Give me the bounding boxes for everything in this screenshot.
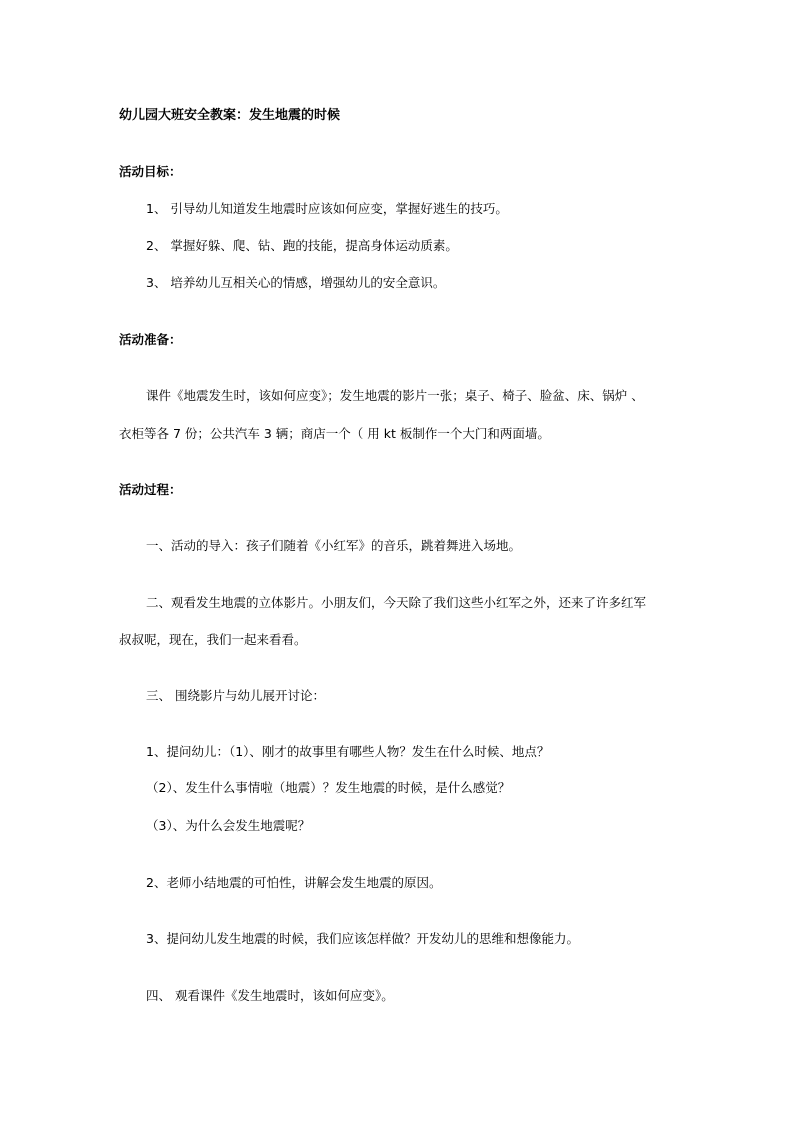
goal-item: 1、 引导幼儿知道发生地震时应该如何应变，掌握好逃生的技巧。 [146,201,508,216]
prep-text-line: 课件《地震发生时，该如何应变》；发生地震的影片一张；桌子、椅子、脸盆、床、锅炉 、 [146,388,644,403]
discussion-prompt: 3、提问幼儿发生地震的时候，我们应该怎样做？开发幼儿的思维和想像能力。 [146,931,579,946]
discussion-summary: 2、老师小结地震的可怕性，讲解会发生地震的原因。 [146,875,442,890]
discussion-question: 1、提问幼儿：（1）、刚才的故事里有哪些人物？发生在什么时候、地点？ [146,744,550,759]
discussion-question: （3）、为什么会发生地震呢？ [146,818,311,833]
goals-heading: 活动目标： [119,164,182,179]
process-step-1: 一、活动的导入：孩子们随着《小红军》的音乐，跳着舞进入场地。 [146,538,522,553]
prep-text-line: 衣柜等各 7 份；公共汽车 3 辆；商店一个（ 用 kt 板制作一个大门和两面墙。 [119,426,550,441]
process-step-2-continued: 叔叔呢，现在，我们一起来看看。 [119,632,307,647]
goal-item: 3、 培养幼儿互相关心的情感，增强幼儿的安全意识。 [146,275,446,290]
process-heading: 活动过程： [119,482,182,497]
prep-heading: 活动准备： [119,332,182,347]
process-step-3: 三、 围绕影片与幼儿展开讨论： [146,688,325,703]
document-title: 幼儿园大班安全教案：发生地震的时候 [119,108,341,123]
process-step-4: 四、 观看课件《发生地震时，该如何应变》。 [146,988,394,1003]
discussion-question: （2）、发生什么事情啦（地震）？发生地震的时候，是什么感觉？ [146,780,511,795]
process-step-2: 二、观看发生地震的立体影片。小朋友们，今天除了我们这些小红军之外，还来了许多红军 [146,595,647,610]
goal-item: 2、 掌握好躲、爬、钻、跑的技能，提高身体运动质素。 [146,238,458,253]
